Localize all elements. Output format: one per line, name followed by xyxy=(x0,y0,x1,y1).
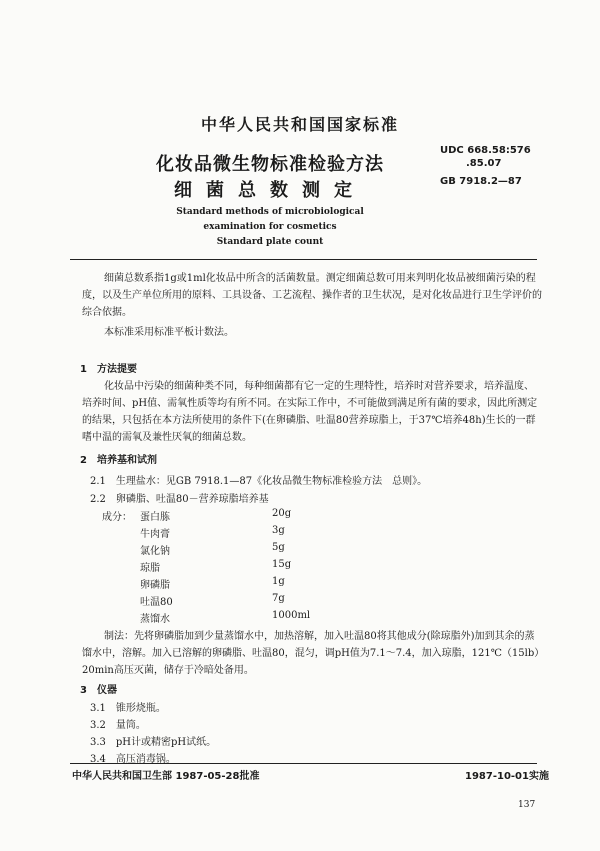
intro-method-note: 本标准采用标准平板计数法。 xyxy=(104,327,234,338)
ingredient-name: 吐温80 xyxy=(140,597,173,608)
ingredient-name: 蒸馏水 xyxy=(140,614,170,625)
section-1-heading: 1 方法提要 xyxy=(80,364,137,375)
udc-code: UDC 668.58:576 xyxy=(440,145,531,156)
item-3-2: 3.2 量筒。 xyxy=(90,720,146,731)
header-divider xyxy=(70,259,537,260)
item-2-1: 2.1 生理盐水：见GB 7918.1—87《化妆品微生物标准检验方法 总则》。 xyxy=(90,476,428,487)
footer-divider xyxy=(70,763,537,764)
preparation-method: 制法：先将卵磷脂加到少量蒸馏水中，加热溶解，加入吐温80将其他成分(除琼脂外)加到其余的蒸馏水中，溶解。加入已溶解的卵磷脂、吐温80，混匀，调pH值为7.1～7.4，加入琼脂，121℃（15lb）20min高压灭菌，储存于冷暗处备用。 xyxy=(82,631,540,676)
ingredient-amount: 1g xyxy=(272,576,285,587)
ingredient-name: 琼脂 xyxy=(140,563,160,574)
english-title-line-2: examination for cosmetics xyxy=(203,222,337,232)
ingredient-amount: 20g xyxy=(272,508,292,519)
item-3-1: 3.1 锥形烧瓶。 xyxy=(90,703,166,714)
effective-date: 1987-10-01实施 xyxy=(465,771,549,782)
ingredient-amount: 15g xyxy=(272,559,292,570)
page-number: 137 xyxy=(518,800,536,810)
ingredient-amount: 1000ml xyxy=(272,610,311,621)
item-3-3: 3.3 pH计或精密pH试纸。 xyxy=(90,737,217,748)
section-3-heading: 3 仪器 xyxy=(80,685,117,696)
ingredient-name: 氯化钠 xyxy=(140,546,170,557)
ingredient-name: 牛肉膏 xyxy=(140,529,170,540)
udc-code-continued: .85.07 xyxy=(466,158,502,169)
composition-label: 成分： xyxy=(102,512,132,523)
section-1-text: 化妆品中污染的细菌种类不同，每种细菌都有它一定的生理特性，培养时对营养要求，培养温度、培养时间、pH值、需氧性质等均有所不同。在实际工作中，不可能做到满足所有菌的要求，因此所测定的结果，只包括在本方法所使用的条件下(在卵磷脂、吐温80营养琼脂上，于37℃培养48h)生长的一群嗜中温的需氧及兼性厌氧的细菌总数。 xyxy=(82,381,538,443)
ingredient-amount: 3g xyxy=(272,525,285,536)
ingredient-amount: 7g xyxy=(272,593,285,604)
section-2-heading: 2 培养基和试剂 xyxy=(80,455,157,466)
gb-standard-number: GB 7918.2—87 xyxy=(440,176,522,187)
english-title-line-3: Standard plate count xyxy=(216,237,324,247)
approval-statement: 中华人民共和国卫生部 1987-05-28批准 xyxy=(72,771,260,782)
intro-paragraph: 细菌总数系指1g或1ml化妆品中所含的活菌数量。测定细菌总数可用来判明化妆品被细菌污染的程度，以及生产单位所用的原料、工具设备、工艺流程、操作者的卫生状况，是对化妆品进行卫生学评价的综合依据。 xyxy=(82,273,542,318)
item-3-4: 3.4 高压消毒锅。 xyxy=(90,754,176,765)
english-title-line-1: Standard methods of microbiological xyxy=(176,207,364,217)
document-title: 化妆品微生物标准检验方法 xyxy=(156,154,384,175)
national-standard-heading: 中华人民共和国国家标准 xyxy=(200,115,399,134)
item-2-2: 2.2 卵磷脂、吐温80－营养琼脂培养基 xyxy=(90,494,269,505)
document-subtitle: 细菌总数测定 xyxy=(174,180,366,201)
ingredient-name: 卵磷脂 xyxy=(140,580,170,591)
ingredient-amount: 5g xyxy=(272,542,285,553)
ingredient-name: 蛋白胨 xyxy=(140,512,170,523)
